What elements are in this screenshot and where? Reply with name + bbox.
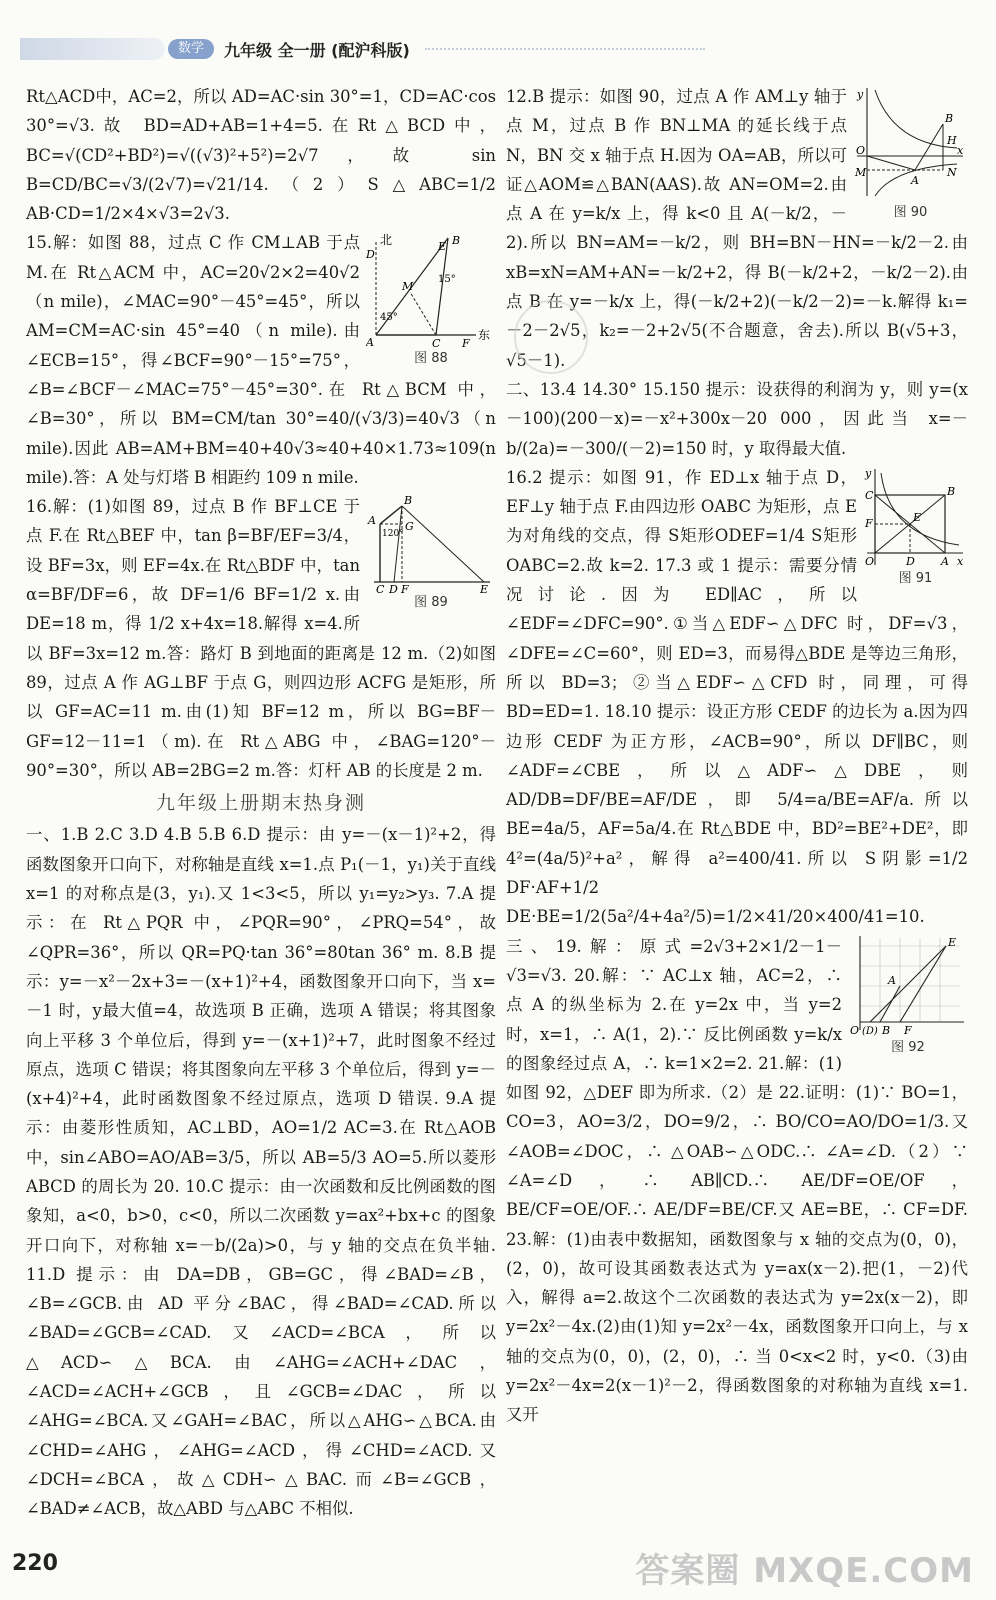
label-angle-120: 120° <box>382 529 404 540</box>
answer-paragraph: 15.解：如图 88，过点 C 作 CM⊥AB 于点 M.在 Rt△ACM 中，AC=20√2×2=40√2（n mile)，∠MAC=90°－45°=45°，所以 AM=CM=AC·sin 45°=40（n mile).由∠ECB=15°，得∠BCF=90°－15°=75°，∠B=∠BCF－∠MAC=75°－45°=30°.在 Rt△BCM 中，∠B=30°，所以 BM=CM/tan 30°=40/(√3/3)=40√3（n mile).因此 AB=AM+BM=40+40√3≈40+40×1.73≈109(n mile).答：A 处与灯塔 B 相距约 109 n mile. <box>26 233 496 487</box>
label-B: B <box>945 112 954 125</box>
answer-paragraph: 二、13.4 14.30° 15.150 提示：设获得的利润为 y，则 y=(x－100)(200－x)=－x²+300x－20 000，因此当 x=－b/(2a)=－300/(－2)=150 时，y 取得最大值. <box>506 379 968 458</box>
label-N: N <box>947 166 957 179</box>
answer-paragraph: 16.解：(1)如图 89，过点 B 作 BF⊥CE 于点 F.在 Rt△BEF 中，tan β=BF/EF=3/4，设 BF=3x，则 EF=4x.在 Rt△BDF 中，tan α=BF/DF=6，故 DF=1/6 BF=1/2 x.由 DE=18 m，得 1/2 x+4x=18.解得 x=4.所以 BF=3x=12 m.答：路灯 B 到地面的距离是 12 m.（2)如图 89，过点 A 作 AG⊥BF 于点 G，则四边形 ACFG 是矩形，所以 GF=AC=11 m.由(1)知 BF=12 m，所以 BG=BF－GF=12－11=1（m).在 Rt△ABG 中，∠BAG=120°－90°=30°，所以 AB=2BG=2 m.答：灯杆 AB 的长度是 2 m. <box>26 497 496 780</box>
label-E: E <box>948 935 957 949</box>
label-D: D <box>906 554 915 568</box>
label-angle-15: 15° <box>438 274 456 286</box>
label-O: O <box>850 1023 860 1037</box>
answer-paragraph: 三、19.解：原式=2√3+2×1/2－1－√3=√3. 20.解：∵ AC⊥x 轴，AC=2，∴ 点 A 的纵坐标为 2.在 y=2x 中，当 y=2 时，x=1，∴ A(1，2).∵ 反比例函数 y=k/x 的图象经过点 A，∴ k=1×2=2. 21.解：(1)如图 92，△DEF 即为所求.（2）是 22.证明：(1)∵ BO=1，CO=3，AO=3/2，DO=9/2，∴ BO/CO=AO/DO=1/3.又∠AOB=∠DOC，∴ △OAB∽△ODC.∴ ∠A=∠D.（2）∵ ∠A=∠D，∴ AB∥CD.∴ AE/DF=OE/OF，BE/CF=OE/OF.∴ AE/DF=BE/CF.又 AE=BE，∴ CF=DF. 23.解：(1)由表中数据知，函数图象与 x 轴的交点为(0，0)，(2，0)，故可设其函数表达式为 y=ax(x－2).把(1，－2)代入，解得 a=2.故这个二次函数的表达式为 y=2x(x－2)，即 y=2x²－4x.(2)由(1)知 y=2x²－4x，函数图象开口向上，与 x 轴的交点为(0，0)，(2，0)，∴ 当 0<x<2 时，y<0.（3)由 y=2x²－4x=2(x－1)²－2，得函数图象的对称轴为直线 x=1.又开 <box>506 936 968 1425</box>
answer-paragraph: 12.B 提示：如图 90，过点 A 作 AM⊥y 轴于点 M，过点 B 作 BN⊥MA 的延长线于点 N，BN 交 x 轴于点 H.因为 OA=AB，所以可证△AOM≌△BAN(AAS).故 AN=OM=2.由点 A 在 y=k/x 上，得 k<0 且 A(－k/2，－2).所以 BN=AM=－k/2，则 BH=BN－HN=－k/2－2.由 xB=xN=AM+AN=－k/2+2，得 B(－k/2+2，－k/2－2).由点 B 在 y=－k/x 上，得(－k/2+2)(－k/2－2)=－k.解得 k₁=－2－2√5，k₂=－2+2√5(不合题意，舍去).所以 B(√5+3，√5－1). <box>506 87 968 370</box>
label-north: 北 <box>380 233 393 248</box>
label-y: y <box>857 88 864 101</box>
answer-paragraph: Rt△ACD中，AC=2，所以 AD=AC·sin 30°=1，CD=AC·cos 30°=√3.故 BD=AD+AB=1+4=5.在Rt△BCD中，BC=√(CD²+BD²)=√((√3)²+5²)=2√7，故 sin B=CD/BC=√3/(2√7)=√21/14.（2）S△ABC=1/2 AB·CD=1/2×4×√3=2√3. <box>26 87 496 224</box>
label-F: F <box>401 583 409 595</box>
site-watermark: 答案圈 MXQE.COM <box>635 1551 974 1591</box>
figure-90 <box>853 84 968 222</box>
label-F: F <box>865 516 873 530</box>
label-M: M <box>855 166 867 179</box>
figure-caption: 图 91 <box>898 570 933 586</box>
label-F: F <box>462 337 470 351</box>
page-number: 220 <box>12 1551 58 1576</box>
figure-92 <box>848 934 968 1057</box>
label-east: 东 <box>478 328 491 343</box>
answer-paragraph: 16.2 提示：如图 91，作 ED⊥x 轴于点 D，EF⊥y 轴于点 F.由四边形 OABC 为矩形，点 E 为对角线的交点，得 S矩形ODEF=1/4 S矩形OABC=2.故 k=2. 17.3 或 1 提示：需要分情况讨论.因为 ED∥AC，所以∠EDF=∠DFC=90°.①当△EDF∽△DFC 时，DF=√3，∠DFE=∠C=60°，则 ED=3，而易得△BDE 是等边三角形，所以 BD=3；②当△EDF∽△CFD 时，同理，可得 BD=ED=1. 18.10 提示：设正方形 CEDF 的边长为 a.因为四边形 CEDF 为正方形，∠ACB=90°，所以 DF∥BC，则∠ADF=∠CBE，所以△ADF∽△DBE，则 AD/DB=DF/BE=AF/DE，即 5/4=a/BE=AF/a.所以 BE=4a/5，AF=5a/4.在 Rt△BDE 中，BD²=BE²+DE²，即 4²=(4a/5)²+a²，解得 a²=400/41.所以 S阴影=1/2 DF·AF+1/2 DE·BE=1/2(5a²/4+4a²/5)=1/2×41/20×400/41=10. <box>506 467 968 927</box>
label-C: C <box>376 583 385 595</box>
figure-88 <box>366 230 496 368</box>
header-title: 九年级 全一册 (配沪科版) <box>224 41 410 60</box>
label-A: A <box>368 514 376 528</box>
label-A: A <box>888 973 896 987</box>
page-header <box>20 30 700 64</box>
label-M: M <box>402 280 414 294</box>
label-C: C <box>865 488 874 502</box>
library-stamp <box>514 300 588 374</box>
label-D: D <box>366 248 375 262</box>
left-column <box>26 82 496 1524</box>
label-E: E <box>480 583 489 595</box>
label-O: O <box>865 554 875 568</box>
label-B: B <box>452 234 461 248</box>
subject-badge: 数学 <box>168 39 214 59</box>
label-H: H <box>947 134 957 147</box>
label-B: B <box>947 484 956 498</box>
label-y: y <box>865 466 872 480</box>
label-B: B <box>882 1023 891 1037</box>
figure-90-diagram <box>853 84 968 204</box>
figure-caption: 图 89 <box>414 595 448 611</box>
label-O: O <box>856 144 866 157</box>
figure-89 <box>366 494 496 612</box>
figure-91-diagram <box>863 465 968 570</box>
label-D: (D) <box>862 1025 878 1037</box>
header-decor-bar <box>20 38 165 60</box>
label-x: x <box>957 144 964 157</box>
header-arrow-decor <box>425 48 705 50</box>
right-column <box>506 82 968 1430</box>
label-A: A <box>941 554 949 568</box>
label-A: A <box>366 336 374 350</box>
figure-caption: 图 88 <box>414 351 448 367</box>
figure-caption: 图 92 <box>891 1039 925 1055</box>
figure-92-diagram <box>848 934 968 1039</box>
label-C: C <box>432 337 441 351</box>
label-G: G <box>405 520 414 534</box>
section-title: 九年级上册期末热身测 <box>155 792 366 815</box>
figure-89-diagram <box>366 494 496 594</box>
label-x: x <box>957 554 964 568</box>
label-F: F <box>904 1023 912 1037</box>
label-E: E <box>913 510 922 524</box>
answer-paragraph: 一、1.B 2.C 3.D 4.B 5.B 6.D 提示：由 y=－(x－1)²+2，得函数图象开口向下，对称轴是直线 x=1.点 P₁(－1，y₁)关于直线 x=1 的对称点是(3，y₁).又 1<3<5，所以 y₁=y₂>y₃. 7.A 提示：在 Rt△PQR 中，∠PQR=90°，∠PRQ=54°，故∠QPR=36°，所以 QR=PQ·tan 36°=80tan 36° m. 8.B 提示：y=－x²－2x+3=－(x+1)²+4，函数图象开口向下，当 x=－1 时，y最大值=4，故选项 B 正确，选项 A 错误；将其图象向上平移 3 个单位后，得到 y=－(x+1)²+7，此时图象不经过原点，选项 C 错误；将其图象向左平移 3 个单位后，得到 y=－(x+4)²+4，此时函数图象不经过原点，选项 D 错误. 9.A 提示：由菱形性质知，AC⊥BD，AO=1/2 AC=3.在 Rt△AOB 中，sin∠ABO=AO/AB=3/5，所以 AB=5/3 AO=5.所以菱形 ABCD 的周长为 20. 10.C 提示：由一次函数和反比例函数的图象知，a<0，b>0，c<0，所以二次函数 y=ax²+bx+c 的图象开口向下，对称轴 x=－b/(2a)>0，与 y 轴的交点在负半轴. 11.D 提示：由 DA=DB，GB=GC，得∠BAD=∠B，∠B=∠GCB.由 AD 平分∠BAC，得∠BAD=∠CAD.所以∠BAD=∠GCB=∠CAD.又∠ACD=∠BCA，所以△ACD∽△BCA.由∠AHG=∠ACH+∠DAC，∠ACD=∠ACH+∠GCB，且∠GCB=∠DAC，所以∠AHG=∠BCA.又∠GAH=∠BAC，所以△AHG∽△BCA.由∠CHD=∠AHG，∠AHG=∠ACD，得∠CHD=∠ACD.又∠DCH=∠BCA，故△CDH∽△BAC.而∠B=∠GCB，∠BAD≠∠ACB，故△ABD 与△ABC 不相似. <box>26 825 496 1519</box>
figure-88-diagram <box>366 230 496 350</box>
figure-91 <box>863 465 968 588</box>
label-D: D <box>389 583 398 595</box>
label-A: A <box>911 174 919 187</box>
label-B: B <box>404 494 413 508</box>
figure-caption: 图 90 <box>893 205 928 220</box>
label-E: E <box>438 240 447 254</box>
label-angle-45: 45° <box>380 312 398 324</box>
